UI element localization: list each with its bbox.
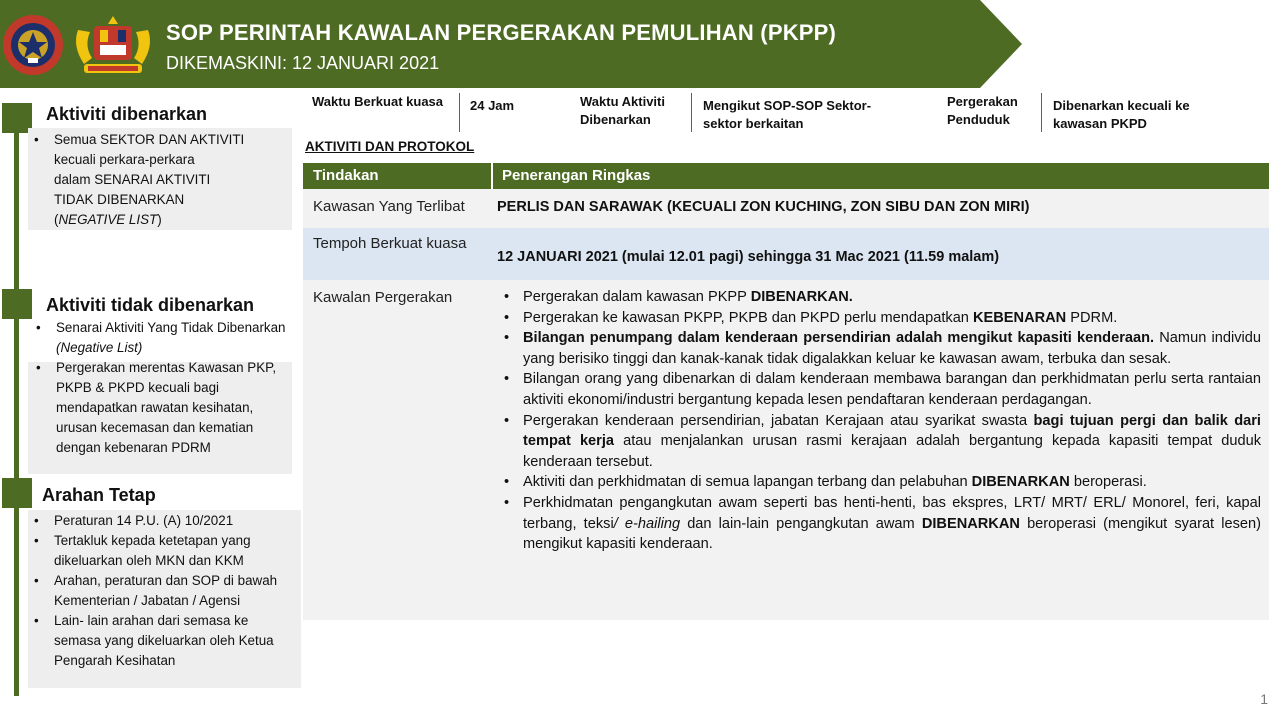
activity-hours-label: Waktu Aktiviti Dibenarkan	[580, 94, 665, 127]
divider	[691, 93, 692, 132]
text-segment: atau menjalankan urusan rasmi kerajaan adalah bergantung kepada kapasiti tempat duduk kenderaan tersebut.	[523, 433, 1261, 470]
text-segment: Bilangan orang yang dibenarkan di dalam kenderaan membawa barangan dan perkhidmatan perlu serta rantaian aktiviti ekonomi/industri bergantung kepada lesen pendaftaran kenderaan perdagangan.	[523, 371, 1261, 408]
population-movement-value: Dibenarkan kecuali ke kawasan PKPD	[1053, 98, 1190, 131]
text-segment: DIBENARKAN	[921, 515, 1020, 532]
timeline-node	[2, 289, 32, 319]
movement-point	[497, 411, 1261, 473]
movement-point	[497, 493, 1261, 555]
table-header	[303, 163, 1269, 189]
section-heading: AKTIVITI DAN PROTOKOL	[305, 139, 475, 154]
row-value: PERLIS DAN SARAWAK (KECUALI ZON KUCHING, ZON SIBU DAN ZON MIRI)	[497, 199, 1030, 215]
page-subtitle: DIKEMASKINI: 12 JANUARI 2021	[166, 53, 440, 73]
standing-orders-list	[28, 511, 290, 671]
text-segment: PDRM.	[1066, 309, 1118, 326]
text-segment: DIBENARKAN.	[750, 289, 853, 305]
text-segment: DIBENARKAN	[971, 474, 1070, 491]
row-label: Kawalan Pergerakan	[313, 289, 453, 306]
row-label: Tempoh Berkuat kuasa	[313, 235, 467, 252]
text-segment: Namun individu yang berisiko tinggi dan kanak-kanak tidak digalakkan keluar ke kawasan awam, terbuka dan sesak.	[523, 330, 1261, 367]
text-segment: Aktiviti dan perkhidmatan di semua lapangan terbang dan pelabuhan	[523, 474, 972, 491]
table-header-divider	[491, 163, 493, 189]
list-item: • Lain- lain arahan dari semasa ke semasa yang dikeluarkan oleh Ketua Pengarah Kesihatan	[28, 611, 290, 671]
movement-control-list	[497, 287, 1261, 555]
list-item: • Arahan, peraturan dan SOP di bawah Kementerian / Jabatan / Agensi	[28, 571, 290, 611]
list-item: • Semua SEKTOR DAN AKTIVITI kecuali perkara-perkara dalam SENARAI AKTIVITI TIDAK DIBENARKAN (NEGATIVE LIST)	[28, 130, 288, 230]
movement-point	[497, 328, 1261, 369]
text-segment: / e-hailing	[613, 515, 681, 532]
text-segment: Pergerakan kenderaan persendirian, jabatan Kerajaan atau syarikat swasta	[523, 412, 1034, 429]
row-value: 12 JANUARI 2021 (mulai 12.01 pagi) sehingga 31 Mac 2021 (11.59 malam)	[497, 249, 1000, 265]
text-segment: beroperasi (mengikut syarat lesen) mengikut kapasiti kenderaan.	[523, 515, 1261, 553]
text-segment: KEBENARAN	[972, 309, 1067, 326]
activity-hours-value: Mengikut SOP-SOP Sektor-sektor berkaitan	[703, 98, 872, 131]
not-allowed-activities-list	[30, 318, 286, 458]
movement-point	[497, 287, 1261, 308]
standing-orders-title: Arahan Tetap	[42, 485, 156, 505]
divider	[459, 93, 460, 132]
text-segment: Pergerakan dalam kawasan PKPP	[523, 289, 751, 305]
timeline-line	[14, 108, 19, 696]
column-header-description: Penerangan Ringkas	[502, 167, 651, 184]
effective-time-value: 24 Jam	[470, 98, 515, 113]
text-segment: Pergerakan ke kawasan PKPP, PKPB dan PKPD perlu mendapatkan	[523, 309, 973, 326]
list-item: • Senarai Aktiviti Yang Tidak Dibenarkan (Negative List)	[30, 318, 286, 358]
list-item: • Peraturan 14 P.U. (A) 10/2021	[28, 511, 290, 531]
page-number: 1	[1260, 691, 1268, 707]
text-segment: Bilangan penumpang dalam kenderaan persendirian adalah mengikut kapasiti kenderaan.	[523, 330, 1155, 347]
row-label: Kawasan Yang Terlibat	[313, 198, 465, 215]
divider	[1041, 93, 1042, 132]
list-item: • Tertakluk kepada ketetapan yang dikeluarkan oleh MKN dan KKM	[28, 531, 290, 571]
text-segment: beroperasi.	[1069, 474, 1147, 491]
text-segment: Perkhidmatan pengangkutan awam seperti bas henti-henti, bas ekspres, LRT/ MRT/ ERL/ Monorel, feri, kapal terbang, teksi	[523, 494, 1261, 532]
nsc-logo	[2, 12, 64, 78]
column-header-action: Tindakan	[313, 167, 379, 184]
effective-time-label: Waktu Berkuat kuasa	[312, 94, 444, 109]
list-item: • Pergerakan merentas Kawasan PKP, PKPB & PKPD kecuali bagi mendapatkan rawatan kesihatan, urusan kecemasan dan kematian dengan kebenaran PDRM	[30, 358, 286, 458]
allowed-activities-title: Aktiviti dibenarkan	[46, 104, 208, 124]
text-segment: bagi tujuan pergi dan balik dari tempat kerja	[523, 412, 1261, 450]
text-segment: dan lain-lain pengangkutan awam	[680, 515, 922, 532]
not-allowed-activities-title: Aktiviti tidak dibenarkan	[46, 295, 255, 315]
movement-point	[497, 308, 1261, 329]
national-crest-logo	[70, 12, 156, 78]
movement-point	[497, 472, 1261, 493]
timeline-node	[2, 478, 32, 508]
population-movement-label: Pergerakan Penduduk	[947, 94, 1018, 127]
page-title: SOP PERINTAH KAWALAN PERGERAKAN PEMULIHAN (PKPP)	[166, 20, 837, 45]
allowed-activities-list	[28, 130, 288, 230]
movement-point	[497, 369, 1261, 410]
